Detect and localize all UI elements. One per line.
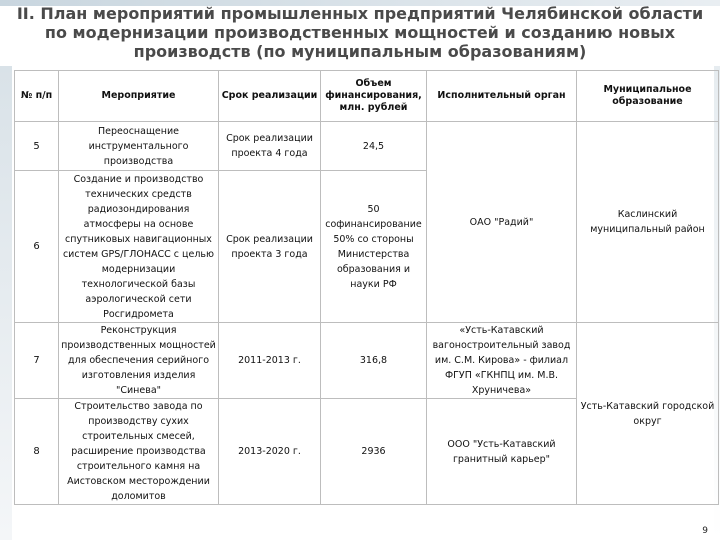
row-num: 8 xyxy=(15,399,59,505)
row-executor: ООО "Усть-Катавский гранитный карьер" xyxy=(427,399,577,505)
header-executor: Исполнительный орган xyxy=(427,71,577,122)
row-event: Реконструкция производственных мощностей для обеспечения серийного изготовления изделия "Синева" xyxy=(59,323,219,399)
row-event: Переоснащение инструментального производства xyxy=(59,122,219,171)
row-term: Срок реализации проекта 4 года xyxy=(219,122,321,171)
row-funding: 2936 xyxy=(321,399,427,505)
header-event: Мероприятие xyxy=(59,71,219,122)
left-decor-strip xyxy=(0,66,12,540)
header-term: Срок реализации xyxy=(219,71,321,122)
row-term: 2011-2013 г. xyxy=(219,323,321,399)
row-funding: 50 софинансирование 50% со стороны Министерства образования и науки РФ xyxy=(321,171,427,323)
executor-merged-cell: ОАО "Радий" xyxy=(427,122,577,323)
row-num: 6 xyxy=(15,171,59,323)
municipality-merged-cell: Каслинский муниципальный район xyxy=(577,122,719,323)
table-row xyxy=(15,323,719,399)
municipality-merged-cell: Усть-Катавский городской округ xyxy=(577,323,719,505)
page-title: II. План мероприятий промышленных предприятий Челябинской области по модернизации производственных мощностей и созданию новых производств (по муниципальным образованиям) xyxy=(16,4,704,61)
row-event: Создание и производство технических средств радиозондирования атмосферы на основе спутниковых навигационных систем GPS/ГЛОНАСС с целью модернизации технологической базы аэрологической сети Росгидромета xyxy=(59,171,219,323)
table-row xyxy=(15,122,719,171)
page-number: 9 xyxy=(702,526,708,536)
row-executor: «Усть-Катавский вагоностроительный завод им. С.М. Кирова» - филиал ФГУП «ГКНПЦ им. М.В. Хруничева» xyxy=(427,323,577,399)
row-num: 7 xyxy=(15,323,59,399)
row-funding: 24,5 xyxy=(321,122,427,171)
table-header-row xyxy=(15,71,719,122)
header-funding: Объем финансирования, млн. рублей xyxy=(321,71,427,122)
row-num: 5 xyxy=(15,122,59,171)
row-term: 2013-2020 г. xyxy=(219,399,321,505)
plan-table xyxy=(14,70,719,505)
row-event: Строительство завода по производству сухих строительных смесей, расширение производства строительного камня на Аистовском месторождении доломитов xyxy=(59,399,219,505)
header-municipality: Муниципальное образование xyxy=(577,71,719,122)
row-term: Срок реализации проекта 3 года xyxy=(219,171,321,323)
header-num: № п/п xyxy=(15,71,59,122)
row-funding: 316,8 xyxy=(321,323,427,399)
